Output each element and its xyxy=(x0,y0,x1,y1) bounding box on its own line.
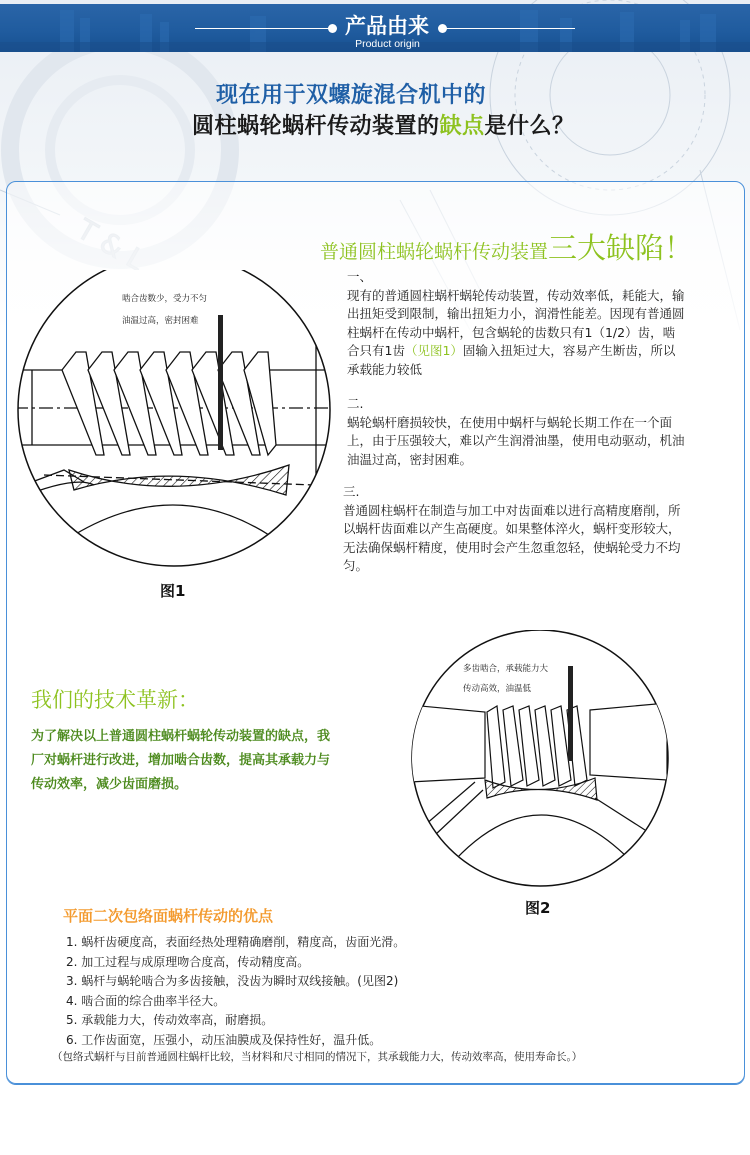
defect-text-after: 固输入扭矩过大，容易产生断齿，所以承载能力较低 xyxy=(347,343,676,377)
innovation-title: 我们的技术革新： xyxy=(31,688,199,712)
decor-dot-left xyxy=(328,24,337,33)
defect-item-1 xyxy=(347,268,687,379)
defect-text: 现有的普通圆柱蜗杆蜗轮传动装置，传动效率低，耗能大，输出扭矩受到限制，输出扭矩力小，润滑性能差。因现有普通圆柱蜗杆在传动中蜗杆，包含蜗轮的齿数只有1（1/2）齿，啮合只有1齿 xyxy=(347,287,685,358)
question-prefix: 圆柱蜗轮蜗杆传动装置的 xyxy=(192,114,440,139)
header-banner xyxy=(0,4,750,52)
advantage-item: 5. 承载能力大，传动效率高，耐磨损。 xyxy=(66,1013,274,1027)
figure-1-note-2: 油温过高，密封困难 xyxy=(122,316,199,326)
innovation-text: 为了解决以上普通圆柱蜗杆蜗轮传动装置的缺点，我厂对蜗杆进行改进，增加啮合齿数，提高其承载力与传动效率，减少齿面磨损。 xyxy=(31,729,331,792)
defect-item-3 xyxy=(343,483,688,576)
figure-1-reference: （见图1） xyxy=(404,343,463,358)
advantage-item: 2. 加工过程与成原理吻合度高，传动精度高。 xyxy=(66,954,310,969)
defect-text: 普通圆柱蜗杆在制造与加工中对齿面难以进行高精度磨削，所以蜗杆齿面难以产生高硬度。如果整体淬火，蜗杆变形较大，无法确保蜗杆精度，使用时会产生忽重忽轻，使蜗轮受力不均匀。 xyxy=(343,502,681,573)
question-line-2 xyxy=(192,109,575,140)
figure-2-caption: 图2 xyxy=(525,899,551,917)
defect-number: 一、 xyxy=(347,269,373,284)
figure-2-diagram xyxy=(405,630,675,894)
figure-1-caption: 图1 xyxy=(160,582,186,600)
advantage-item: 6. 工作齿面宽，压强小，动压油膜成及保持性好，温升低。 xyxy=(66,1032,382,1047)
decor-line-right xyxy=(445,28,575,29)
figure-1-diagram xyxy=(14,270,334,574)
advantage-item: 3. 蜗杆与蜗轮啮合为多齿接触，没齿为瞬时双线接触。(见图2) xyxy=(66,974,399,988)
defect-text: 蜗轮蜗杆磨损较快，在使用中蜗杆与蜗轮长期工作在一个面上，由于压强较大，难以产生润滑油墨，使用电动驱动，机油油温过高，密封困难。 xyxy=(347,414,685,467)
defects-title-big: 三大缺陷！ xyxy=(548,231,694,265)
decor-line-left xyxy=(195,28,330,29)
figure-1-note-1: 啮合齿数少，受力不匀 xyxy=(122,294,208,304)
question-line-1: 现在用于双螺旋混合机中的 xyxy=(216,83,487,108)
banner-title: 产品由来 xyxy=(345,14,429,38)
defects-title xyxy=(320,226,693,267)
advantages-note: （包络式蜗杆与目前普通圆柱蜗杆比较，当材料和尺寸相同的情况下，其承载能力大，传动效率高，使用寿命长。） xyxy=(52,1051,583,1063)
question-highlight: 缺点 xyxy=(439,114,485,139)
advantages-list xyxy=(66,933,405,1050)
advantage-item: 1. 蜗杆齿硬度高，表面经热处理精确磨削，精度高，齿面光滑。 xyxy=(66,935,406,949)
defect-number: 二. xyxy=(347,396,364,411)
defect-number: 三. xyxy=(343,484,360,499)
figure-2-note-2: 传动高效，油温低 xyxy=(463,684,532,694)
defects-title-prefix: 普通圆柱蜗轮蜗杆传动装置 xyxy=(320,241,549,263)
advantages-title: 平面二次包络面蜗杆传动的优点 xyxy=(63,907,274,925)
question-suffix: 是什么？ xyxy=(484,114,575,139)
defect-item-2 xyxy=(347,395,687,469)
banner-subtitle: Product origin xyxy=(355,38,420,50)
figure-2-note-1: 多齿啮合，承载能力大 xyxy=(463,664,549,674)
advantage-item: 4. 啮合面的综合曲率半径大。 xyxy=(66,993,226,1008)
